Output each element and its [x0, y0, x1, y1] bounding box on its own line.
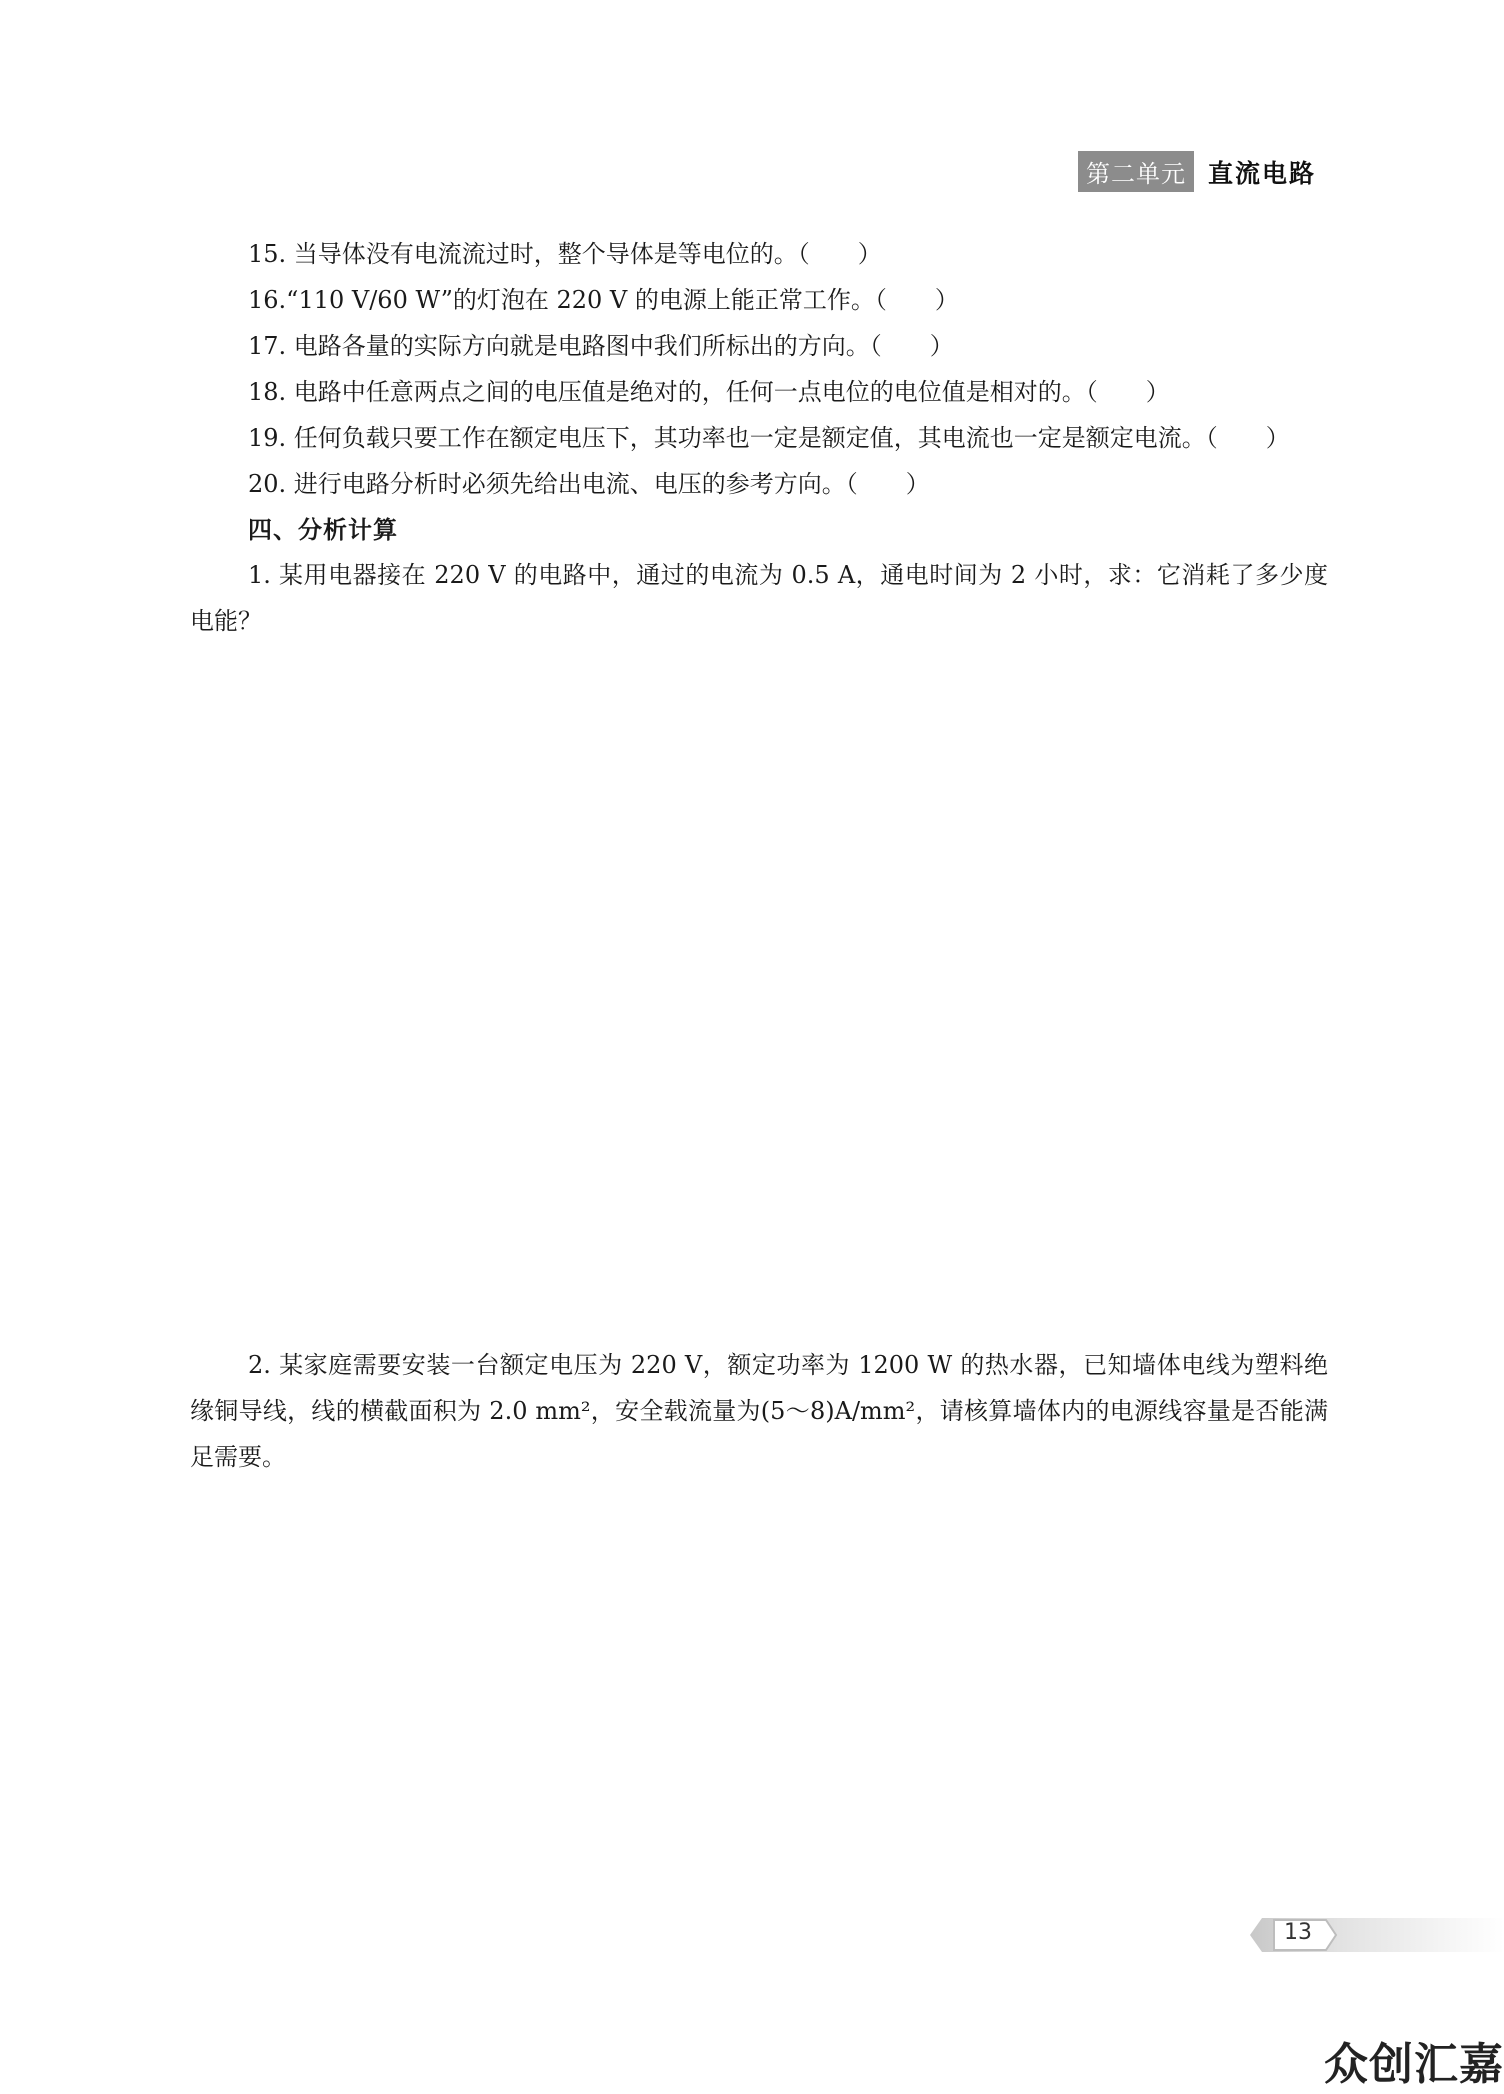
question-17: 17. 电路各量的实际方向就是电路图中我们所标出的方向。（ ） — [248, 332, 954, 360]
question-18: 18. 电路中任意两点之间的电压值是绝对的，任何一点电位的电位值是相对的。（ ） — [248, 378, 1170, 406]
page-number: 13 — [1284, 1920, 1312, 1945]
question-19: 19. 任何负载只要工作在额定电压下，其功率也一定是额定值，其电流也一定是额定电流。（ ） — [248, 424, 1290, 452]
chapter-title: 直流电路 — [1208, 158, 1317, 188]
watermark-logo: 众创汇嘉 — [1324, 2039, 1504, 2090]
question-15: 15. 当导体没有电流流过时，整个导体是等电位的。（ ） — [248, 240, 882, 268]
question-16: 16.“110 V/60 W”的灯泡在 220 V 的电源上能正常工作。（ ） — [248, 286, 959, 314]
unit-badge: 第二单元 — [1078, 151, 1194, 192]
section-title: 四、分析计算 — [248, 516, 398, 544]
page-number-tab — [1248, 1916, 1504, 1954]
problem-2: 2. 某家庭需要安装一台额定电压为 220 V，额定功率为 1200 W 的热水器，已知墙体电线为塑料绝缘铜导线，线的横截面积为 2.0 mm²，安全载流量为(5～8)A/mm²，请核算墙体内的电源线容量是否能满足需要。 — [190, 1351, 1328, 1471]
question-20: 20. 进行电路分析时必须先给出电流、电压的参考方向。（ ） — [248, 470, 930, 498]
page-header — [1078, 151, 1316, 192]
problem-1: 1. 某用电器接在 220 V 的电路中，通过的电流为 0.5 A，通电时间为 2 小时，求：它消耗了多少度电能？ — [190, 561, 1328, 635]
